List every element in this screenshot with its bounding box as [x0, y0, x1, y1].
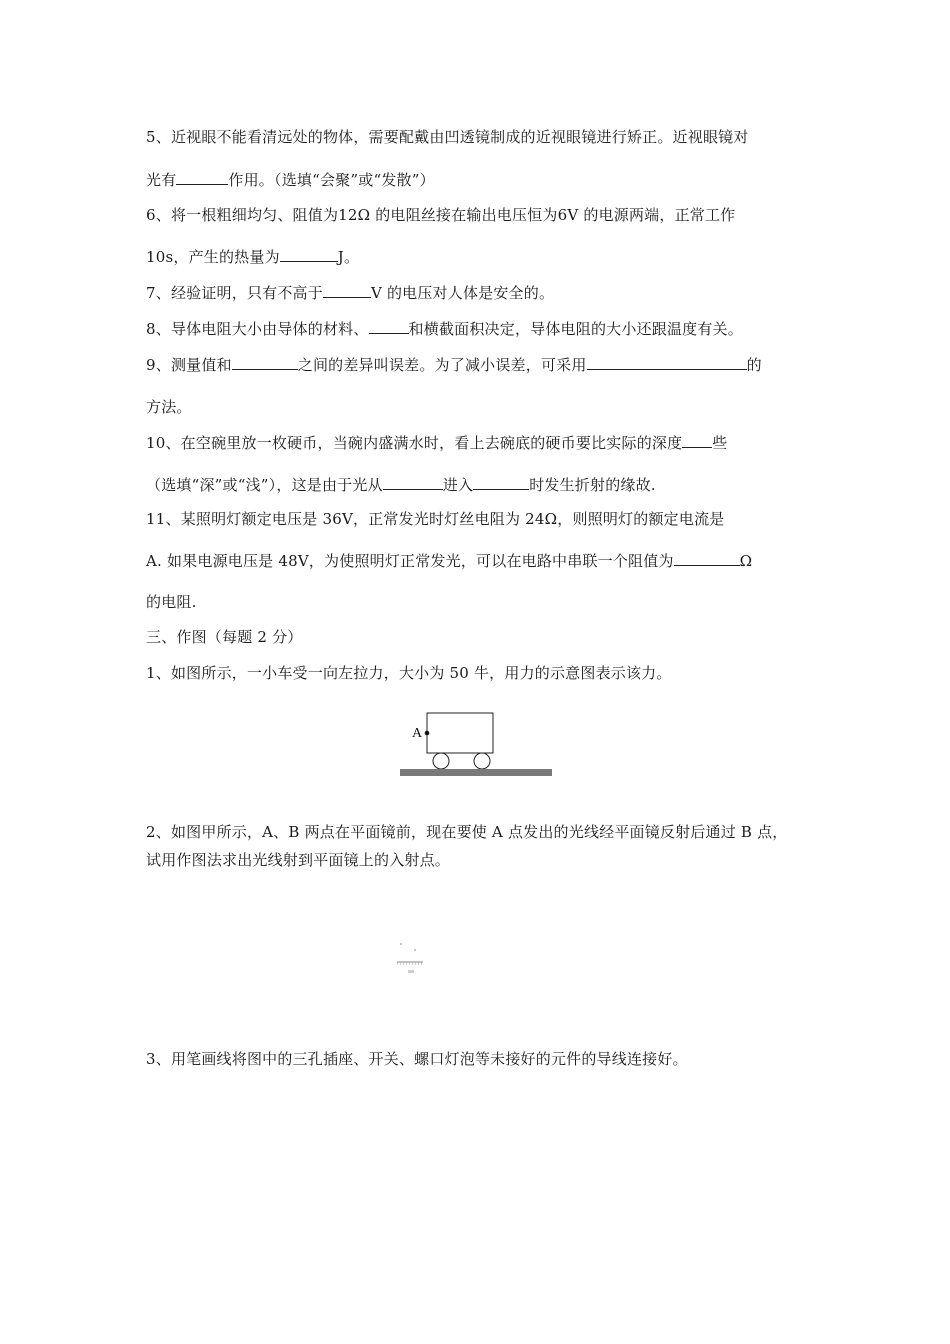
answer-blank[interactable]: [280, 246, 338, 262]
point-a-mark: [400, 943, 402, 945]
answer-blank[interactable]: [473, 474, 529, 490]
answer-blank[interactable]: [383, 474, 443, 490]
mirror-figure: [396, 940, 430, 980]
d2-line1: 2、如图甲所示，A、B 两点在平面镜前，现在要使 A 点发出的光线经平面镜反射后通过 B 点，: [146, 823, 788, 841]
q5-line2: 光有 作用。（选填“会聚”或“发散”）: [146, 171, 435, 189]
q11-line3: 的电阻.: [146, 593, 197, 611]
answer-blank[interactable]: [587, 354, 747, 370]
q11-line2: A. 如果电源电压是 48V，为使照明灯正常发光，可以在电路中串联一个阻值为 Ω: [146, 552, 753, 570]
q9-line2: 方法。: [146, 398, 192, 416]
point-b-mark: [414, 949, 416, 951]
cart-figure: [400, 708, 580, 780]
q10-line2: （选填“深”或“浅”），这是由于光从 进入 时发生折射的缘故.: [146, 476, 656, 494]
cart-wheel-left: [433, 753, 449, 769]
answer-blank[interactable]: [674, 550, 740, 566]
q8-line: 8、导体电阻大小由导体的材料、 和横截面积决定，导体电阻的大小还跟温度有关。: [146, 320, 743, 338]
d3-line: 3、用笔画线将图中的三孔插座、开关、螺口灯泡等未接好的元件的导线连接好。: [146, 1050, 688, 1068]
answer-blank[interactable]: [232, 354, 298, 370]
answer-blank[interactable]: [682, 432, 712, 448]
d2-line2: 试用作图法求出光线射到平面镜上的入射点。: [146, 851, 451, 869]
point-a-label: A: [412, 726, 423, 741]
section3-heading: 三、作图（每题 2 分）: [146, 628, 303, 646]
answer-blank[interactable]: [323, 282, 371, 298]
q11-line1: 11、某照明灯额定电压是 36V，正常发光时灯丝电阻为 24Ω，则照明灯的额定电流是: [146, 510, 725, 528]
q9-line1: 9、测量值和 之间的差异叫误差。为了减小误差，可采用 的: [146, 356, 762, 374]
answer-blank[interactable]: [369, 318, 409, 334]
q6-line2: 10s，产生的热量为 J。: [146, 248, 360, 266]
answer-blank[interactable]: [176, 169, 228, 185]
cart-wheel-right: [474, 753, 490, 769]
d1-line: 1、如图所示，一小车受一向左拉力，大小为 50 牛，用力的示意图表示该力。: [146, 664, 672, 682]
ground-surface: [400, 769, 552, 776]
q7-line: 7、经验证明，只有不高于 V 的电压对人体是安全的。: [146, 284, 555, 302]
point-a-dot: [425, 731, 430, 736]
cart-body: [427, 713, 493, 753]
q10-line1: 10、在空碗里放一枚硬币，当碗内盛满水时，看上去碗底的硬币要比实际的深度 些: [146, 434, 728, 452]
q6-line1: 6、将一根粗细均匀、阻值为12Ω 的电阻丝接在输出电压恒为6V 的电源两端，正常工作: [146, 206, 736, 224]
q5-line1: 5、近视眼不能看清远处的物体，需要配戴由凹透镜制成的近视眼镜进行矫正。近视眼镜对: [146, 128, 749, 146]
figure-caption-mark: [408, 970, 414, 973]
